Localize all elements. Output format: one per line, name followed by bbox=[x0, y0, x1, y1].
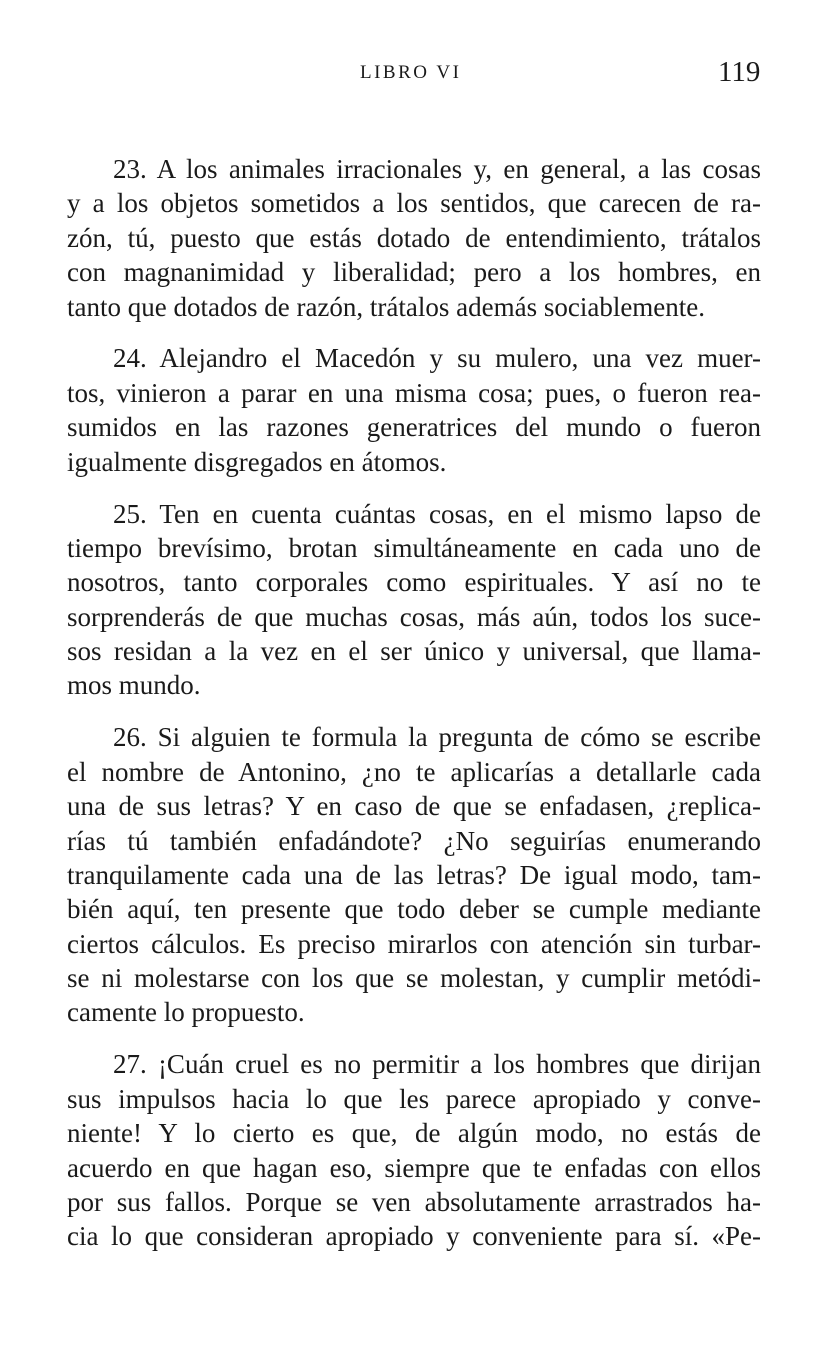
text-line: por sus fallos. Porque se ven absolutamente arrastrados ha- bbox=[67, 1186, 761, 1217]
paragraph-23 bbox=[67, 152, 761, 324]
running-head: LIBRO VI bbox=[360, 62, 462, 83]
text-line: 24. Alejandro el Macedón y su mulero, una vez muer- bbox=[113, 343, 761, 374]
text-line: zón, tú, puesto que estás dotado de entendimiento, trátalos bbox=[67, 222, 761, 253]
text-line: y a los objetos sometidos a los sentidos, que carecen de ra- bbox=[67, 188, 761, 219]
paragraph-25 bbox=[67, 497, 761, 703]
text-line: niente! Y lo cierto es que, de algún modo, no estás de bbox=[67, 1118, 761, 1149]
text-line: 26. Si alguien te formula la pregunta de cómo se escribe bbox=[113, 722, 761, 753]
paragraph-24 bbox=[67, 341, 761, 479]
page-number: 119 bbox=[718, 56, 761, 88]
text-line: rías tú también enfadándote? ¿No seguirías enumerando bbox=[67, 825, 761, 856]
text-line: sumidos en las razones generatrices del mundo o fueron bbox=[67, 412, 761, 443]
paragraph-26 bbox=[67, 720, 761, 1030]
text-line: tiempo brevísimo, brotan simultáneamente en cada uno de bbox=[67, 532, 761, 563]
text-line: sorprenderás de que muchas cosas, más aún, todos los suce- bbox=[67, 601, 761, 632]
text-line: bién aquí, ten presente que todo deber se cumple mediante bbox=[67, 894, 761, 925]
paragraph-27 bbox=[67, 1047, 761, 1253]
text-line: camente lo propuesto. bbox=[67, 997, 305, 1028]
text-line: se ni molestarse con los que se molestan, y cumplir metódi- bbox=[67, 963, 761, 994]
text-line: cia lo que consideran apropiado y conveniente para sí. «Pe- bbox=[67, 1221, 761, 1252]
text-line: una de sus letras? Y en caso de que se enfadasen, ¿replica- bbox=[67, 791, 761, 822]
text-line: tanto que dotados de razón, trátalos además sociablemente. bbox=[67, 291, 706, 322]
text-line: sus impulsos hacia lo que les parece apropiado y conve- bbox=[67, 1083, 761, 1114]
text-line: ciertos cálculos. Es preciso mirarlos con atención sin turbar- bbox=[67, 928, 761, 959]
text-line: igualmente disgregados en átomos. bbox=[67, 446, 447, 477]
body-text bbox=[67, 152, 761, 1271]
text-line: nosotros, tanto corporales como espirituales. Y así no te bbox=[67, 567, 761, 598]
text-line: 27. ¡Cuán cruel es no permitir a los hombres que dirijan bbox=[113, 1049, 761, 1080]
text-line: 25. Ten en cuenta cuántas cosas, en el mismo lapso de bbox=[113, 498, 761, 529]
text-line: acuerdo en que hagan eso, siempre que te enfadas con ellos bbox=[67, 1152, 761, 1183]
text-line: tos, vinieron a parar en una misma cosa; pues, o fueron rea- bbox=[67, 377, 761, 408]
text-line: tranquilamente cada una de las letras? De igual modo, tam- bbox=[67, 859, 761, 890]
text-line: mos mundo. bbox=[67, 670, 201, 701]
text-line: 23. A los animales irracionales y, en general, a las cosas bbox=[113, 154, 761, 184]
text-line: con magnanimidad y liberalidad; pero a los hombres, en bbox=[67, 257, 761, 288]
text-line: sos residan a la vez en el ser único y universal, que llama- bbox=[67, 636, 761, 667]
text-line: el nombre de Antonino, ¿no te aplicarías a detallarle cada bbox=[67, 756, 761, 787]
